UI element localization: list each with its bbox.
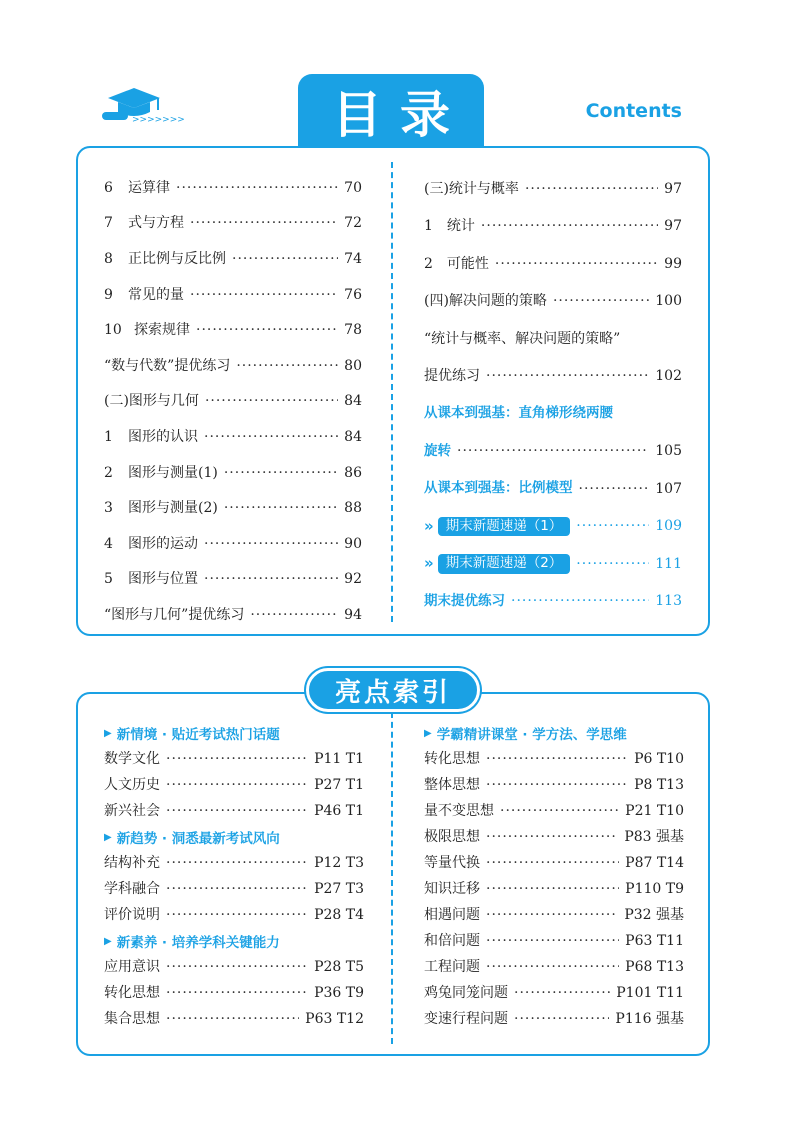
toc-item-label: 图形与位置 [128, 571, 198, 588]
leader-dots [511, 594, 649, 608]
highlight-item[interactable] [104, 954, 364, 980]
highlight-label: 整体思想 [424, 777, 480, 793]
toc-item-number: 7 [104, 215, 113, 232]
toc-item[interactable] [104, 348, 362, 384]
highlights-title: 亮点索引 [306, 668, 480, 712]
leader-dots [486, 752, 628, 766]
toc-item-number: 1 [104, 428, 113, 445]
page-title: 目录 [298, 74, 484, 148]
highlight-label: 量不变思想 [424, 803, 494, 819]
leader-dots [190, 216, 338, 230]
leader-dots [486, 908, 618, 922]
leader-dots [579, 482, 650, 496]
toc-item[interactable] [104, 241, 362, 277]
highlight-item[interactable] [104, 850, 364, 876]
leader-dots [166, 752, 308, 766]
highlight-item[interactable] [424, 954, 684, 980]
leader-dots [176, 181, 338, 195]
toc-item-label: 图形与测量(1) [128, 464, 218, 481]
highlight-item[interactable] [104, 1006, 364, 1032]
highlight-label: 应用意识 [104, 959, 160, 975]
triangle-bullet-icon: ▶ [104, 935, 112, 947]
toc-item-label: 从课本到强基：比例模型 [424, 480, 573, 496]
toc-item-page: 70 [344, 179, 362, 196]
highlight-item[interactable] [424, 824, 684, 850]
highlight-ref: P32 强基 [624, 907, 684, 923]
toc-right-column [424, 170, 682, 620]
triangle-bullet-icon: ▶ [104, 831, 112, 843]
toc-item-label: “数与代数”提优练习 [104, 357, 231, 374]
leader-dots [224, 501, 338, 515]
toc-item-number: 3 [104, 500, 113, 517]
toc-item-label: 2 可能性 [424, 255, 489, 272]
highlight-ref: P28 T4 [314, 907, 364, 923]
toc-item-page: 76 [344, 286, 362, 303]
toc-item-page: 78 [344, 322, 362, 339]
toc-item-label: (二)图形与几何 [104, 393, 199, 410]
toc-item-label: 期末新题速递（2） [438, 554, 571, 574]
toc-item[interactable] [424, 320, 682, 358]
toc-item-label: 探索规律 [134, 322, 190, 339]
toc-item[interactable] [424, 245, 682, 283]
section-label: 新情境 · 贴近考试热门话题 [116, 727, 280, 743]
leader-dots [514, 986, 610, 1000]
toc-item-label: 期末新题速递（1） [438, 517, 571, 537]
highlight-item[interactable] [424, 902, 684, 928]
leader-dots [576, 519, 649, 533]
toc-item-page: 94 [344, 606, 362, 623]
highlight-item[interactable] [424, 772, 684, 798]
leader-dots [196, 323, 338, 337]
highlight-label: 和倍问题 [424, 933, 480, 949]
leader-dots [486, 934, 619, 948]
leader-dots [166, 986, 308, 1000]
leader-dots [481, 219, 658, 233]
toc-item-label: 图形的运动 [128, 535, 198, 552]
highlight-item[interactable] [104, 772, 364, 798]
highlight-item[interactable] [104, 746, 364, 772]
leader-dots [166, 1012, 299, 1026]
highlight-label: 评价说明 [104, 907, 160, 923]
leader-dots [486, 369, 649, 383]
highlight-item[interactable] [424, 928, 684, 954]
toc-item[interactable] [104, 597, 362, 633]
highlight-label: 数学文化 [104, 751, 160, 767]
highlight-ref: P36 T9 [314, 985, 364, 1001]
highlight-item[interactable] [424, 876, 684, 902]
toc-item-page: 109 [655, 518, 682, 535]
highlight-ref: P27 T1 [314, 777, 364, 793]
toc-item-label: 期末提优练习 [424, 592, 505, 609]
toc-item-number: 5 [104, 571, 113, 588]
highlight-ref: P116 强基 [615, 1011, 684, 1027]
highlights-section-heading [104, 928, 364, 954]
highlight-ref: P28 T5 [314, 959, 364, 975]
leader-dots [166, 856, 308, 870]
toc-item[interactable] [104, 419, 362, 455]
highlight-label: 转化思想 [424, 751, 480, 767]
svg-text:>>>>>>>: >>>>>>> [132, 115, 185, 125]
leader-dots [250, 608, 338, 622]
highlight-label: 学科融合 [104, 881, 160, 897]
leader-dots [166, 804, 308, 818]
toc-item-page: 88 [344, 500, 362, 517]
toc-item-page: 111 [655, 555, 682, 572]
toc-item[interactable] [104, 526, 362, 562]
toc-item-label: 图形与测量(2) [128, 500, 218, 517]
toc-item[interactable] [104, 312, 362, 348]
double-chevron-icon: » [424, 554, 434, 573]
triangle-bullet-icon: ▶ [424, 727, 432, 739]
highlight-item[interactable] [104, 876, 364, 902]
toc-item-label: 图形的认识 [128, 428, 198, 445]
graduation-cap-icon [100, 82, 190, 126]
toc-item[interactable] [424, 208, 682, 246]
toc-item-label: 旋转 [424, 442, 451, 459]
toc-item[interactable] [104, 562, 362, 598]
highlight-ref: P21 T10 [625, 803, 684, 819]
toc-item-number: 8 [104, 250, 113, 267]
highlight-label: 转化思想 [104, 985, 160, 1001]
toc-item-label: 常见的量 [128, 286, 184, 303]
toc-item-label: 提优练习 [424, 368, 480, 385]
leader-dots [500, 804, 619, 818]
leader-dots [486, 778, 628, 792]
section-label: 新素养 · 培养学科关键能力 [116, 935, 280, 951]
leader-dots [525, 182, 658, 196]
toc-item-label: 运算律 [128, 179, 170, 196]
toc-item[interactable] [424, 583, 682, 621]
leader-dots [205, 394, 338, 408]
highlight-item[interactable] [104, 902, 364, 928]
highlights-right-column [424, 720, 684, 1032]
highlight-label: 鸡兔同笼问题 [424, 985, 508, 1001]
toc-item[interactable] [104, 455, 362, 491]
leader-dots [514, 1012, 609, 1026]
toc-item[interactable] [104, 384, 362, 420]
toc-item-page: 84 [344, 393, 362, 410]
leader-dots [204, 572, 338, 586]
highlights-divider [391, 712, 393, 1044]
toc-item-page: 72 [344, 215, 362, 232]
highlight-label: 人文历史 [104, 777, 160, 793]
leader-dots [166, 908, 308, 922]
highlight-item[interactable] [424, 980, 684, 1006]
toc-item-page: 90 [344, 535, 362, 552]
toc-item-label: 式与方程 [128, 215, 184, 232]
highlight-item[interactable] [424, 1006, 684, 1032]
toc-item-page: 86 [344, 464, 362, 481]
leader-dots [576, 557, 649, 571]
highlight-item[interactable] [424, 850, 684, 876]
toc-item[interactable] [104, 490, 362, 526]
highlight-label: 集合思想 [104, 1011, 160, 1027]
toc-item-label: “统计与概率、解决问题的策略” [424, 330, 621, 347]
toc-item-page: 92 [344, 571, 362, 588]
toc-item-number: 4 [104, 535, 113, 552]
toc-item-page: 113 [655, 593, 682, 610]
toc-item-label: 从课本到强基：直角梯形绕两腰 [424, 405, 613, 421]
highlight-ref: P11 T1 [314, 751, 364, 767]
triangle-bullet-icon: ▶ [104, 727, 112, 739]
toc-item-page: 84 [344, 428, 362, 445]
toc-item-number: 2 [104, 464, 113, 481]
toc-item[interactable] [104, 277, 362, 313]
highlight-label: 相遇问题 [424, 907, 480, 923]
toc-left-column [104, 170, 362, 633]
highlight-label: 新兴社会 [104, 803, 160, 819]
highlight-ref: P27 T3 [314, 881, 364, 897]
toc-item-page: 107 [655, 480, 682, 497]
toc-item-number: 6 [104, 179, 113, 196]
toc-item[interactable] [424, 395, 682, 433]
leader-dots [486, 856, 619, 870]
leader-dots [495, 257, 658, 271]
highlight-ref: P87 T14 [625, 855, 684, 871]
leader-dots [457, 444, 649, 458]
section-label: 新趋势 · 洞悉最新考试风向 [116, 831, 280, 847]
toc-item-label: “图形与几何”提优练习 [104, 606, 245, 623]
leader-dots [190, 288, 338, 302]
toc-item-label: (四)解决问题的策略 [424, 293, 547, 310]
highlight-label: 变速行程问题 [424, 1011, 508, 1027]
toc-item[interactable] [424, 170, 682, 208]
leader-dots [166, 778, 308, 792]
toc-item-page: 99 [664, 255, 682, 272]
highlight-ref: P12 T3 [314, 855, 364, 871]
highlight-item[interactable] [424, 798, 684, 824]
leader-dots [224, 466, 338, 480]
toc-divider [391, 162, 393, 622]
highlight-item[interactable] [424, 746, 684, 772]
highlights-section-heading [424, 720, 684, 746]
highlight-label: 极限思想 [424, 829, 480, 845]
toc-item[interactable] [424, 470, 682, 508]
toc-item-number: 10 [104, 322, 122, 339]
double-chevron-icon: » [424, 516, 434, 535]
highlight-label: 等量代换 [424, 855, 480, 871]
leader-dots [486, 882, 619, 896]
toc-item-page: 100 [655, 293, 682, 310]
leader-dots [486, 830, 618, 844]
toc-item[interactable] [424, 433, 682, 471]
highlight-label: 结构补充 [104, 855, 160, 871]
leader-dots [166, 882, 308, 896]
toc-item-label: (三)统计与概率 [424, 180, 519, 197]
contents-label: Contents [585, 100, 682, 122]
toc-item-label: 正比例与反比例 [128, 250, 226, 267]
highlights-left-column [104, 720, 364, 1032]
toc-item-label: 1 统计 [424, 218, 475, 235]
leader-dots [236, 359, 338, 373]
highlight-item[interactable] [104, 798, 364, 824]
highlight-label: 知识迁移 [424, 881, 480, 897]
section-label: 学霸精讲课堂 · 学方法、学思维 [436, 727, 627, 743]
leader-dots [553, 294, 649, 308]
toc-item-page: 97 [664, 180, 682, 197]
highlight-ref: P63 T11 [625, 933, 684, 949]
leader-dots [204, 537, 338, 551]
highlight-ref: P101 T11 [616, 985, 684, 1001]
highlight-ref: P83 强基 [624, 829, 684, 845]
leader-dots [232, 252, 338, 266]
highlights-section-heading [104, 824, 364, 850]
leader-dots [166, 960, 308, 974]
highlight-ref: P110 T9 [625, 881, 684, 897]
toc-item-page: 97 [664, 218, 682, 235]
toc-item-page: 74 [344, 250, 362, 267]
highlight-ref: P8 T13 [634, 777, 684, 793]
toc-item[interactable] [104, 170, 362, 206]
toc-item[interactable] [424, 358, 682, 396]
highlight-ref: P46 T1 [314, 803, 364, 819]
toc-item[interactable] [424, 283, 682, 321]
highlights-section-heading [104, 720, 364, 746]
toc-item-page: 105 [655, 443, 682, 460]
highlight-ref: P68 T13 [625, 959, 684, 975]
toc-item[interactable] [424, 545, 682, 583]
leader-dots [204, 430, 338, 444]
toc-item-number: 9 [104, 286, 113, 303]
toc-item-page: 102 [655, 368, 682, 385]
toc-item[interactable] [424, 508, 682, 546]
highlight-item[interactable] [104, 980, 364, 1006]
toc-item[interactable] [104, 206, 362, 242]
highlight-label: 工程问题 [424, 959, 480, 975]
leader-dots [486, 960, 619, 974]
toc-item-page: 80 [344, 357, 362, 374]
highlight-ref: P63 T12 [305, 1011, 364, 1027]
highlight-ref: P6 T10 [634, 751, 684, 767]
